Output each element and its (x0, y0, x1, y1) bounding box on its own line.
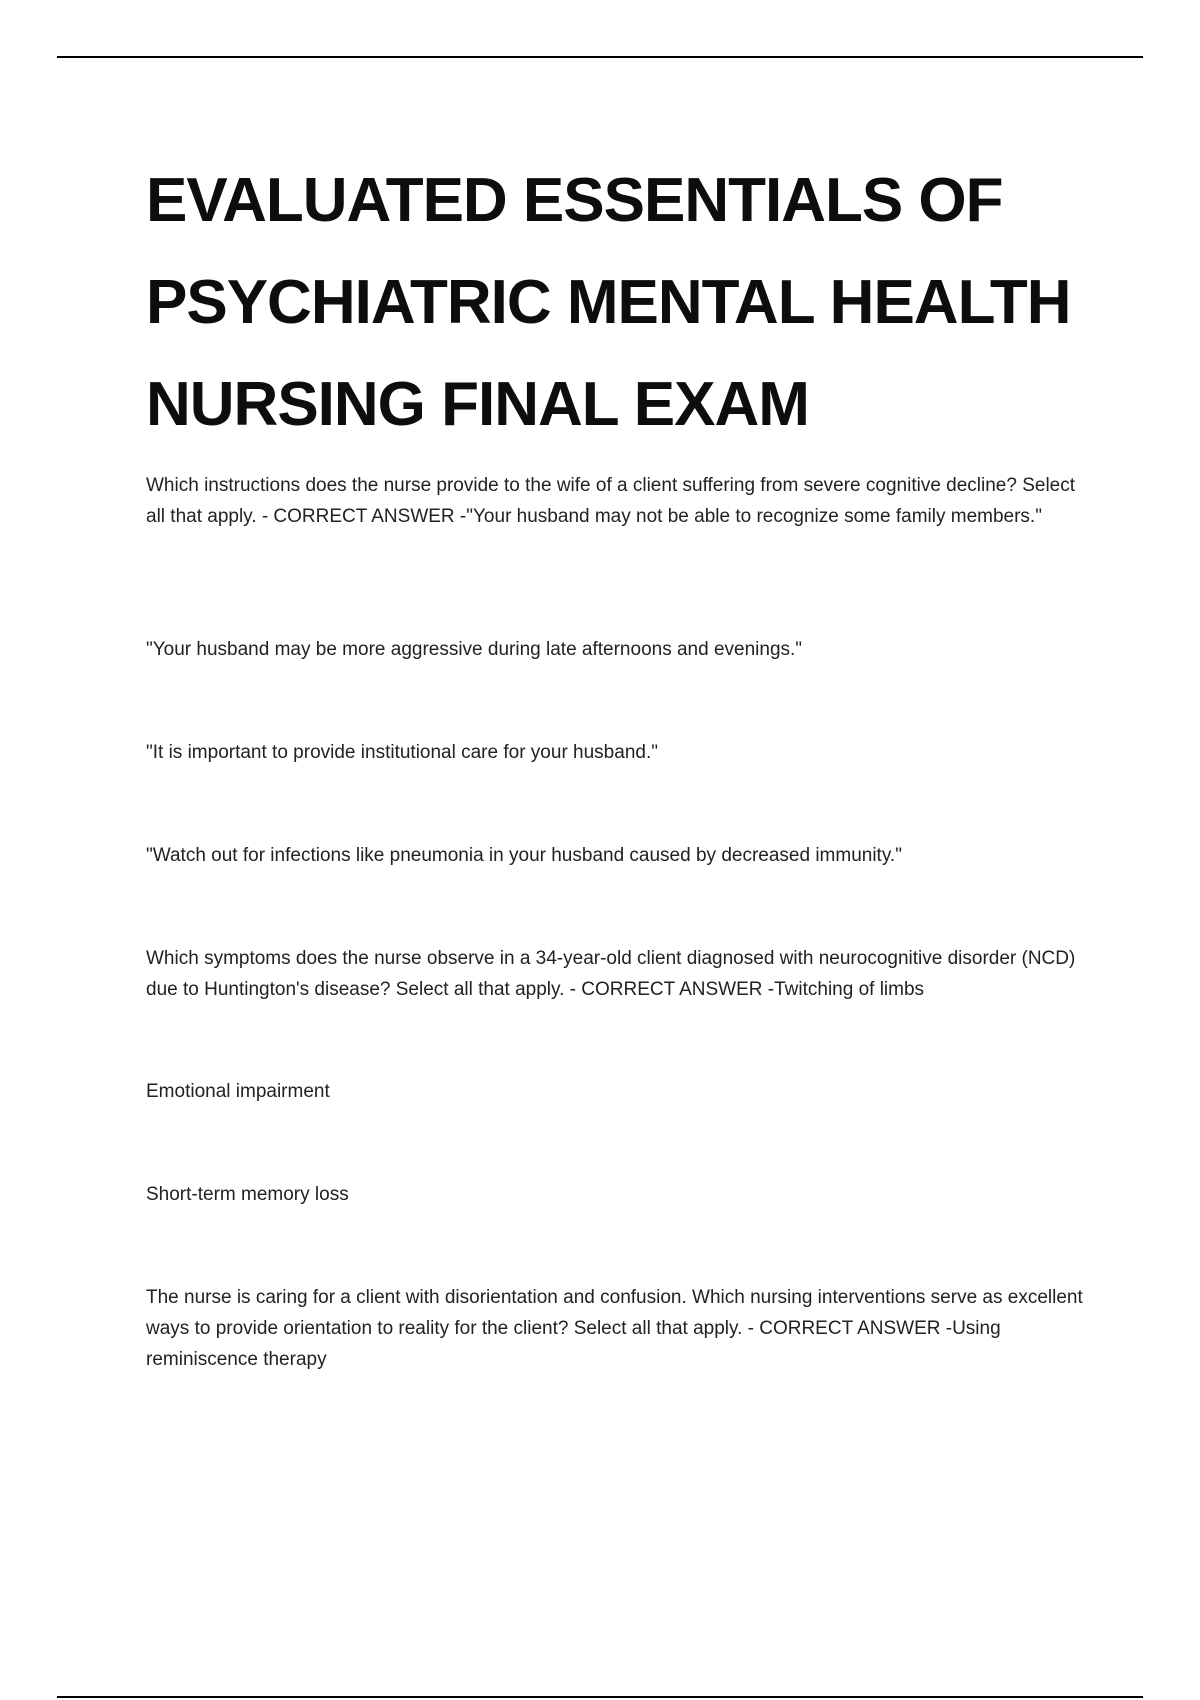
answer-paragraph: "Watch out for infections like pneumonia in your husband caused by decreased immunity." (146, 845, 902, 866)
answer-paragraph: "Your husband may be more aggressive during late afternoons and evenings." (146, 639, 803, 660)
title-line: EVALUATED ESSENTIALS OF (146, 166, 1003, 235)
question-paragraph: Which instructions does the nurse provide to the wife of a client suffering from severe cognitive decline? Select all that apply. - CORRECT ANSWER -"Your husband may not be able to recognize some family members." (146, 475, 1076, 527)
answer-paragraph: Short-term memory loss (146, 1184, 349, 1205)
question-paragraph: The nurse is caring for a client with disorientation and confusion. Which nursing interventions serve as excellent ways to provide orientation to reality for the client? Select all that apply. - CORRECT ANSWER -Using reminiscence therapy (146, 1287, 1083, 1370)
title-line: PSYCHIATRIC MENTAL HEALTH (146, 268, 1071, 337)
document-title (146, 150, 1096, 456)
bottom-rule (57, 1696, 1143, 1698)
answer-paragraph: "It is important to provide institutional care for your husband." (146, 742, 658, 763)
top-rule (57, 56, 1143, 58)
title-line: NURSING FINAL EXAM (146, 370, 809, 439)
answer-paragraph: Emotional impairment (146, 1081, 330, 1102)
question-paragraph: Which symptoms does the nurse observe in a 34-year-old client diagnosed with neurocognitive disorder (NCD) due to Huntington's disease? Select all that apply. - CORRECT ANSWER -Twitching of limbs (146, 948, 1076, 1000)
